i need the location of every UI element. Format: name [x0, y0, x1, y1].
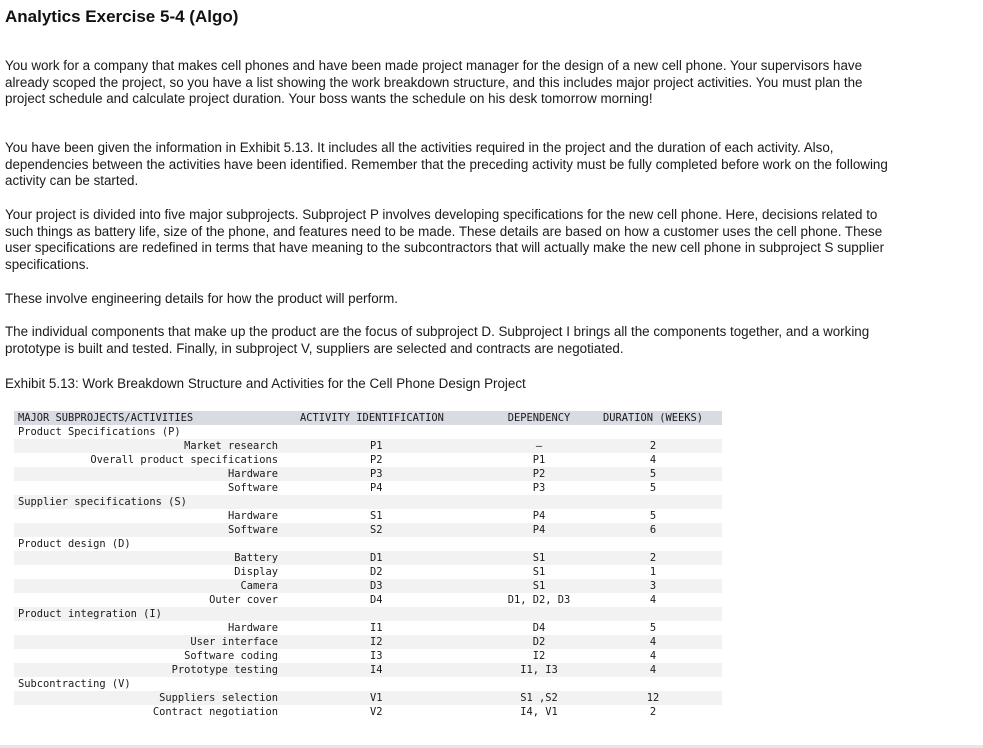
header-activities: MAJOR SUBPROJECTS/ACTIVITIES: [18, 412, 194, 424]
activity-name: User interface: [190, 636, 278, 648]
group-row: [14, 495, 722, 509]
activity-id: D2: [370, 566, 383, 578]
table-row: [14, 439, 722, 453]
wbs-table: [14, 411, 722, 719]
activity-id: P3: [370, 468, 383, 480]
activity-name: Battery: [234, 552, 278, 564]
activity-duration: 2: [649, 440, 657, 452]
activity-name: Suppliers selection: [159, 692, 278, 704]
table-row: [14, 649, 722, 663]
activity-duration: 5: [649, 510, 657, 522]
activity-id: I2: [370, 636, 383, 648]
paragraph-engineering: These involve engineering details for how the product will perform.: [5, 291, 398, 306]
activity-dependency: P3: [532, 482, 546, 494]
activity-duration: 2: [649, 552, 657, 564]
activity-id: P2: [370, 454, 383, 466]
activity-dependency: P2: [532, 468, 546, 480]
table-row: [14, 467, 722, 481]
activity-duration: 5: [649, 468, 657, 480]
exhibit-caption: Exhibit 5.13: Work Breakdown Structure and Activities for the Cell Phone Design Project: [5, 376, 526, 391]
table-row: [14, 579, 722, 593]
group-title: Product integration (I): [18, 608, 162, 620]
activity-id: P1: [370, 440, 383, 452]
activity-duration: 1: [649, 566, 657, 578]
group-row: [14, 425, 722, 439]
table-row: [14, 593, 722, 607]
activity-dependency: I1, I3: [520, 664, 558, 676]
activity-duration: 4: [649, 636, 657, 648]
activity-name: Contract negotiation: [152, 706, 278, 718]
table-header: [14, 411, 722, 425]
activity-id: D4: [370, 594, 383, 606]
table-row: [14, 705, 722, 719]
activity-dependency: I2: [532, 650, 546, 662]
activity-name: Overall product specifications: [90, 454, 278, 466]
activity-name: Software coding: [184, 650, 278, 662]
activity-name: Hardware: [227, 510, 278, 522]
paragraph-components: The individual components that make up the product are the focus of subproject D. Subproject I brings all the components together, and a working prototype is built and tested. Finally, in subproject V, suppliers are selected and contracts are negotiated.: [5, 324, 870, 356]
activity-id: D1: [370, 552, 383, 564]
group-title: Supplier specifications (S): [18, 496, 187, 508]
activity-name: Software: [227, 524, 278, 536]
activity-duration: 2: [649, 706, 657, 718]
activity-dependency: D2: [532, 636, 546, 648]
table-row: [14, 523, 722, 537]
header-duration: DURATION (WEEKS): [602, 412, 704, 424]
activity-dependency: D1, D2, D3: [507, 594, 571, 606]
activity-dependency: –: [535, 440, 543, 452]
activity-name: Market research: [184, 440, 278, 452]
activity-dependency: P4: [532, 524, 546, 536]
group-row: [14, 537, 722, 551]
table-row: [14, 551, 722, 565]
activity-id: V2: [370, 706, 383, 718]
activity-name: Hardware: [227, 622, 278, 634]
activity-id: S2: [370, 524, 383, 536]
table-row: [14, 565, 722, 579]
activity-name: Camera: [240, 580, 278, 592]
group-title: Product Specifications (P): [18, 426, 181, 438]
activity-dependency: S1: [532, 580, 546, 592]
activity-id: I3: [370, 650, 383, 662]
activity-dependency: P4: [532, 510, 546, 522]
activity-duration: 5: [649, 622, 657, 634]
activity-duration: 5: [649, 482, 657, 494]
group-row: [14, 607, 722, 621]
table-row: [14, 663, 722, 677]
activity-name: Display: [234, 566, 278, 578]
page-title: Analytics Exercise 5-4 (Algo): [5, 7, 239, 26]
activity-name: Prototype testing: [171, 664, 278, 676]
activity-id: D3: [370, 580, 383, 592]
activity-name: Hardware: [227, 468, 278, 480]
activity-dependency: S1: [532, 566, 546, 578]
table-row: [14, 509, 722, 523]
paragraph-exhibit-info: You have been given the information in Exhibit 5.13. It includes all the activities required in the project and the duration of each activity. Also, dependencies between the activities have been identified. Remember that the preceding activity must be fully completed before work on the following activity can be started.: [5, 140, 888, 188]
activity-dependency: I4, V1: [520, 706, 558, 718]
table-row: [14, 691, 722, 705]
paragraph-subprojects: Your project is divided into five major subprojects. Subproject P involves developing specifications for the new cell phone. Here, decisions related to such things as battery life, size of the phone, and features need to be made. These details are based on how a customer uses the cell phone. These user specifications are redefined in terms that have meaning to the subcontractors that will actually make the new cell phone in subproject S supplier specifications.: [5, 207, 885, 272]
activity-id: V1: [370, 692, 383, 704]
table-row: [14, 481, 722, 495]
activity-id: I4: [370, 664, 383, 676]
activity-dependency: S1 ,S2: [520, 692, 558, 704]
group-title: Subcontracting (V): [18, 678, 131, 690]
paragraph-intro: You work for a company that makes cell phones and have been made project manager for the design of a new cell phone. Your supervisors have already scoped the project, so you have a list showing the work breakdown structure, and this includes major project activities. You must plan the project schedule and calculate project duration. Your boss wants the schedule on his desk tomorrow morning!: [5, 58, 863, 106]
activity-dependency: D4: [532, 622, 546, 634]
activity-id: I1: [370, 622, 383, 634]
activity-duration: 4: [649, 664, 657, 676]
activity-duration: 6: [649, 524, 657, 536]
header-activity-id: ACTIVITY IDENTIFICATION: [300, 412, 444, 424]
activity-dependency: S1: [532, 552, 546, 564]
table-row: [14, 635, 722, 649]
activity-duration: 4: [649, 650, 657, 662]
table-row: [14, 453, 722, 467]
table-row: [14, 621, 722, 635]
activity-duration: 12: [646, 692, 660, 704]
group-title: Product design (D): [18, 538, 131, 550]
group-row: [14, 677, 722, 691]
activity-duration: 4: [649, 454, 657, 466]
activity-duration: 4: [649, 594, 657, 606]
header-dependency: DEPENDENCY: [507, 412, 571, 424]
activity-dependency: P1: [532, 454, 546, 466]
activity-id: P4: [370, 482, 383, 494]
activity-duration: 3: [649, 580, 657, 592]
activity-id: S1: [370, 510, 383, 522]
activity-name: Software: [227, 482, 278, 494]
activity-name: Outer cover: [209, 594, 278, 606]
